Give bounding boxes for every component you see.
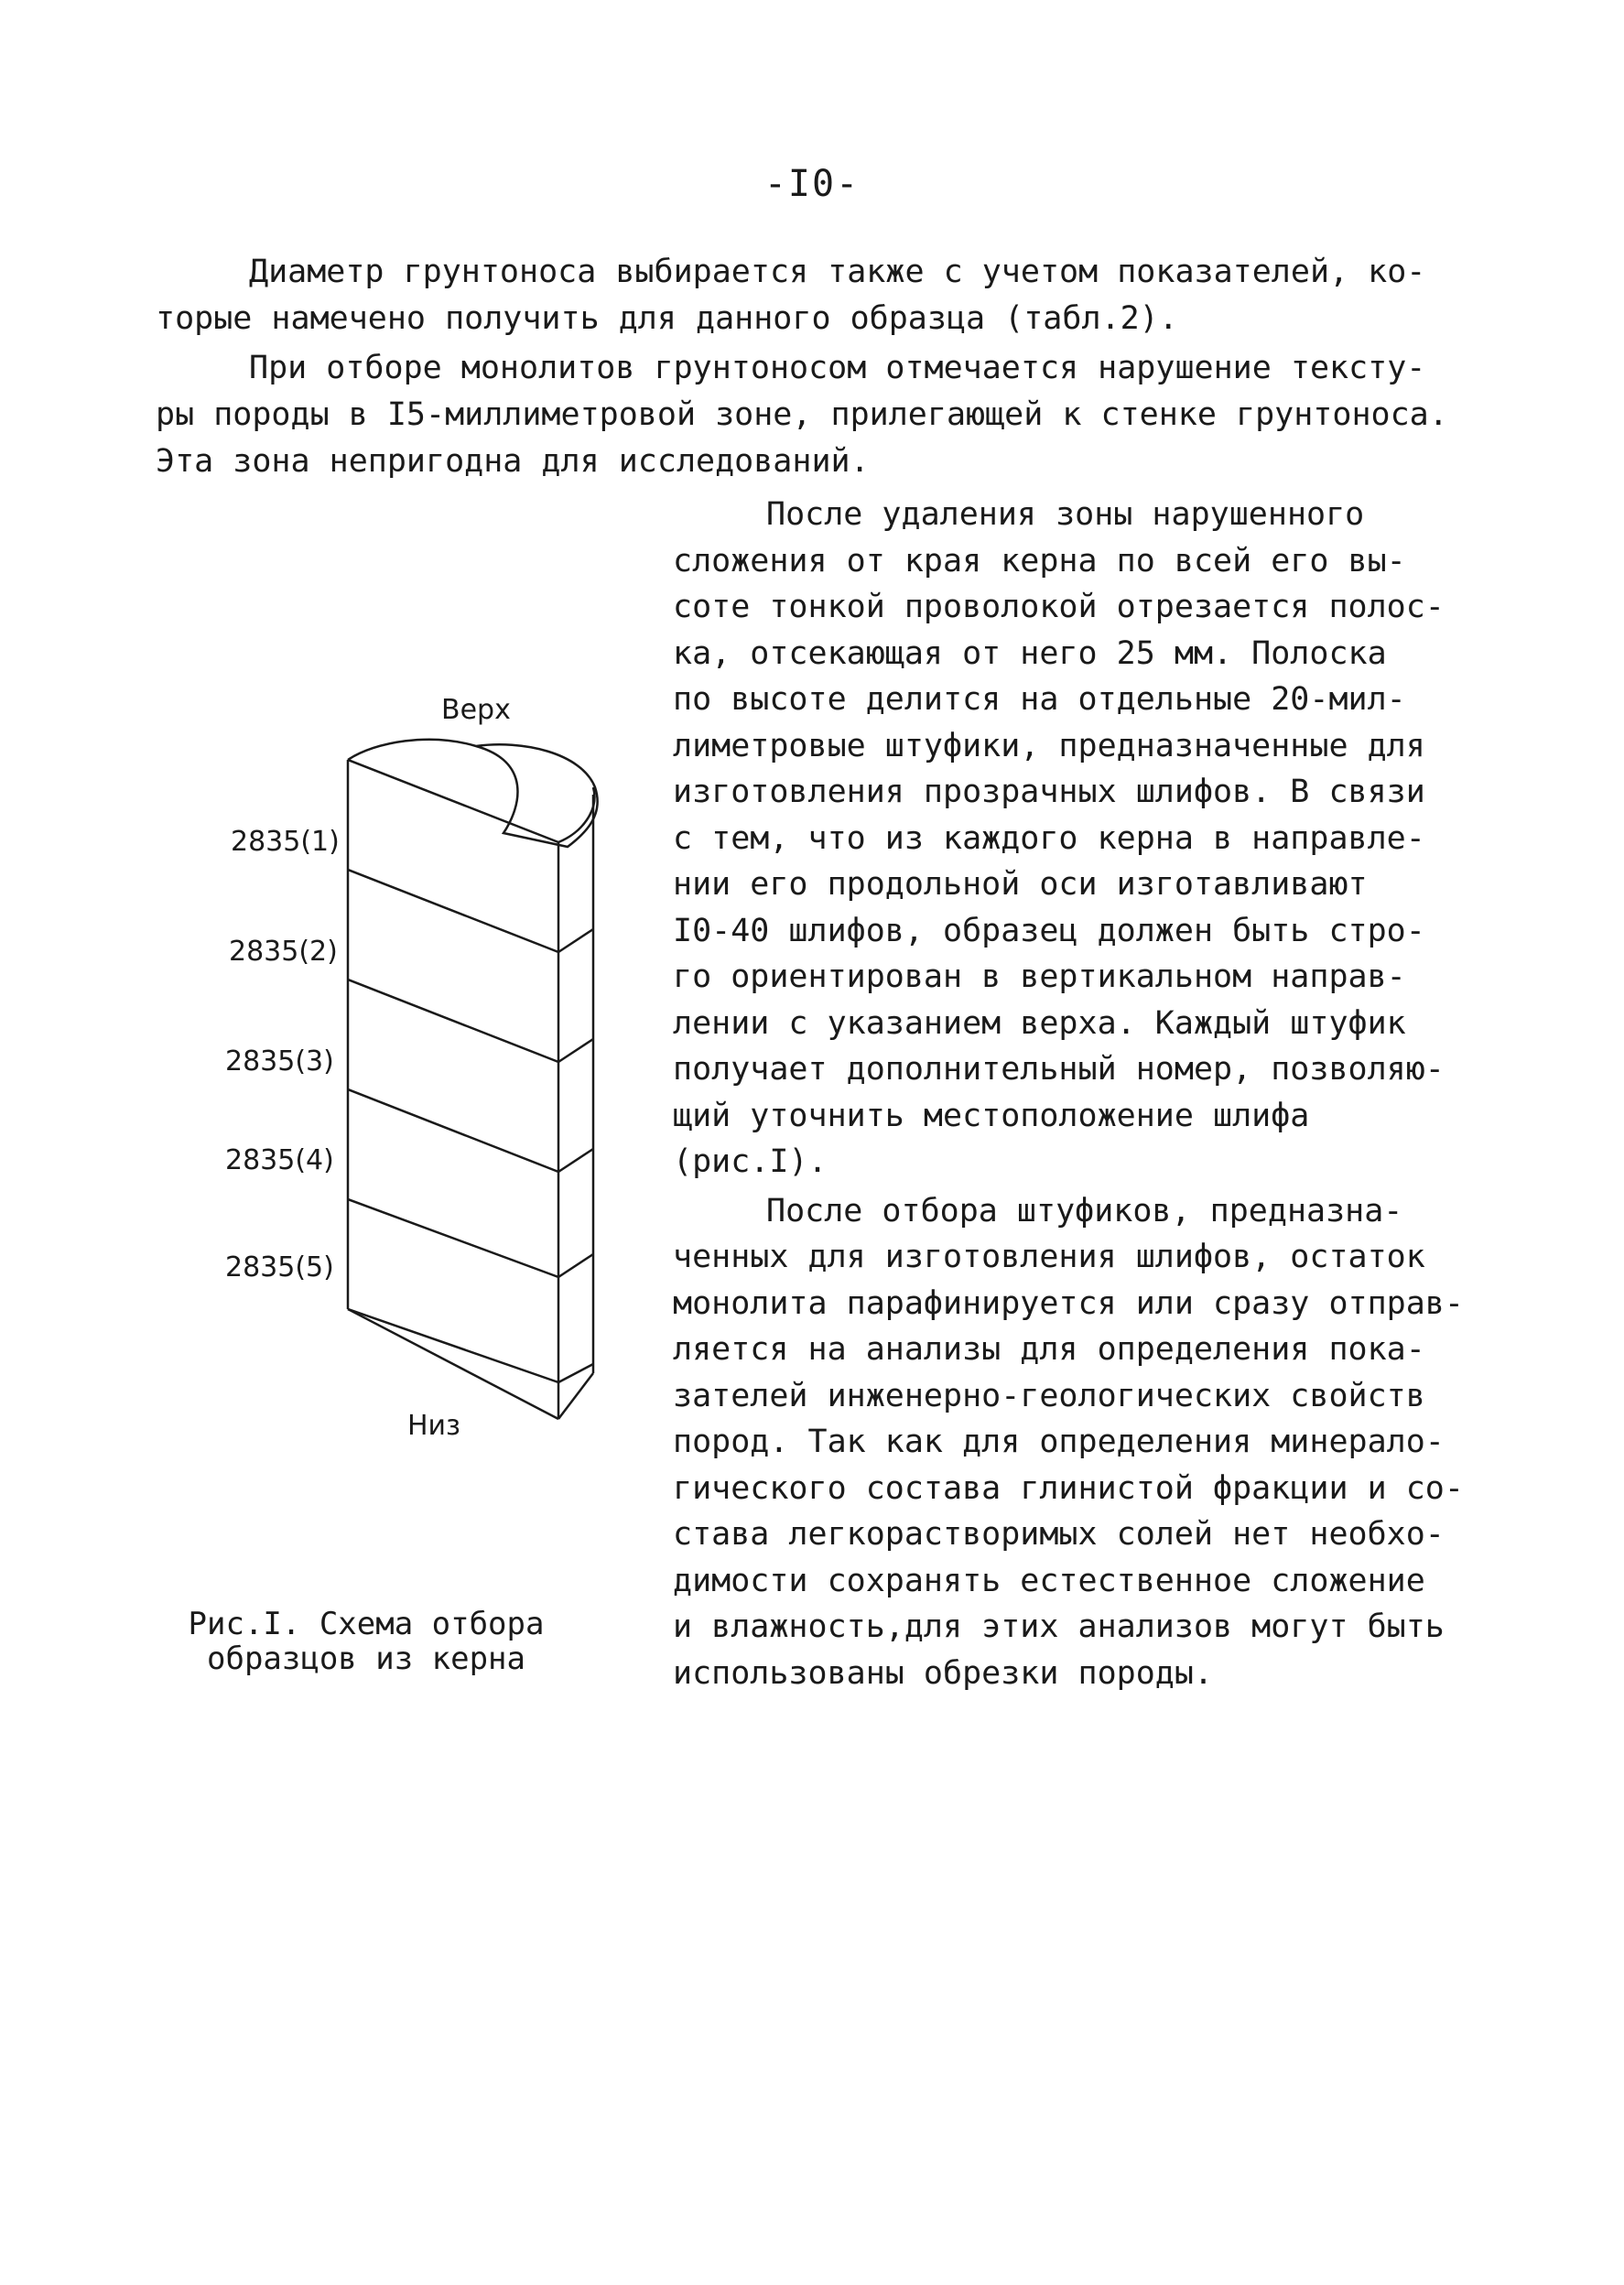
column-line: по высоте делится на отдельные 20-мил- [673, 681, 1406, 718]
column-line: го ориентирован в вертикальном направ- [673, 958, 1406, 995]
column-line: соте тонкой проволокой отрезается полос- [673, 589, 1445, 625]
division-line [348, 1199, 558, 1277]
column-line: димости сохранять естественное сложение [673, 1562, 1425, 1599]
column-line: с тем, что из каждого керна в направле- [673, 819, 1425, 857]
core-cap-curve [558, 787, 594, 842]
core-top-edge [348, 760, 558, 842]
core-sampling-figure [211, 687, 650, 1492]
sample-label: 2835(1) [231, 826, 340, 858]
division-line [558, 1149, 593, 1172]
column-line: пород. Так как для определения минерало- [673, 1424, 1445, 1460]
column-line: зателей инженерно-геологических свойств [673, 1377, 1425, 1414]
column-line: лении с указанием верха. Каждый штуфик [673, 1004, 1406, 1042]
top-label: Верх [441, 694, 511, 726]
core-bottom-edge [348, 1309, 558, 1419]
core-diagram [211, 687, 650, 1492]
column-text [673, 492, 1464, 1696]
column-line: става легкорастворимых солей нет необхо- [673, 1516, 1445, 1553]
column-line: монолита парафинируется или сразу отправ- [673, 1284, 1464, 1322]
division-line [558, 1254, 593, 1277]
column-line: щий уточнить местоположение шлифа [673, 1097, 1310, 1134]
caption-line: образцов из керна [207, 1641, 525, 1677]
paragraph-line: ры породы в I5-миллиметровой зоне, прилегающей к стенке грунтоноса. [156, 396, 1448, 433]
division-line [558, 929, 593, 952]
column-line: После удаления зоны нарушенного [766, 496, 1365, 533]
column-line: (рис.I). [673, 1143, 828, 1180]
column-line: и влажность,для этих анализов могут быть [673, 1608, 1445, 1645]
column-line: После отбора штуфиков, предназна- [766, 1192, 1403, 1229]
column-line: гического состава глинистой фракции и со- [673, 1469, 1464, 1507]
sample-label: 2835(4) [225, 1144, 334, 1176]
core-top-cap [348, 740, 598, 847]
column-line: нии его продольной оси изготавливают [673, 866, 1368, 903]
division-line [348, 870, 558, 952]
paragraph-line: Диаметр грунтоноса выбирается также с учетом показателей, ко- [249, 254, 1426, 290]
division-line [348, 1309, 558, 1382]
column-line: сложения от края керна по всей его вы- [673, 542, 1406, 579]
column-line: I0-40 шлифов, образец должен быть стро- [673, 912, 1425, 949]
sample-label: 2835(3) [225, 1045, 334, 1078]
sample-label: 2835(2) [229, 936, 338, 968]
intro-text [156, 249, 1448, 485]
paragraph-line: При отборе монолитов грунтоносом отмечается нарушение тексту- [249, 350, 1426, 386]
division-line [348, 980, 558, 1062]
column-line: использованы обрезки породы. [673, 1654, 1214, 1692]
figure-caption [156, 1607, 577, 1676]
division-line [348, 1089, 558, 1172]
caption-line: Рис.I. Схема отбора [188, 1606, 545, 1642]
bottom-label: Низ [407, 1410, 461, 1442]
column-line: ченных для изготовления шлифов, остаток [673, 1239, 1425, 1275]
paragraph-line: Эта зона непригодна для исследований. [156, 443, 870, 480]
page-number: -I0- [763, 163, 861, 205]
sample-label: 2835(5) [225, 1251, 334, 1283]
column-line: получает дополнительный номер, позволяю- [673, 1051, 1445, 1088]
column-line: лиметровые штуфики, предназначенные для [673, 727, 1425, 764]
column-line: ка, отсекающая от него 25 мм. Полоска [673, 634, 1387, 672]
column-line: ляется на анализы для определения пока- [673, 1331, 1425, 1368]
column-line: изготовления прозрачных шлифов. В связи [673, 774, 1425, 810]
paragraph-line: торые намечено получить для данного образца (табл.2). [156, 300, 1178, 337]
division-line [558, 1039, 593, 1062]
